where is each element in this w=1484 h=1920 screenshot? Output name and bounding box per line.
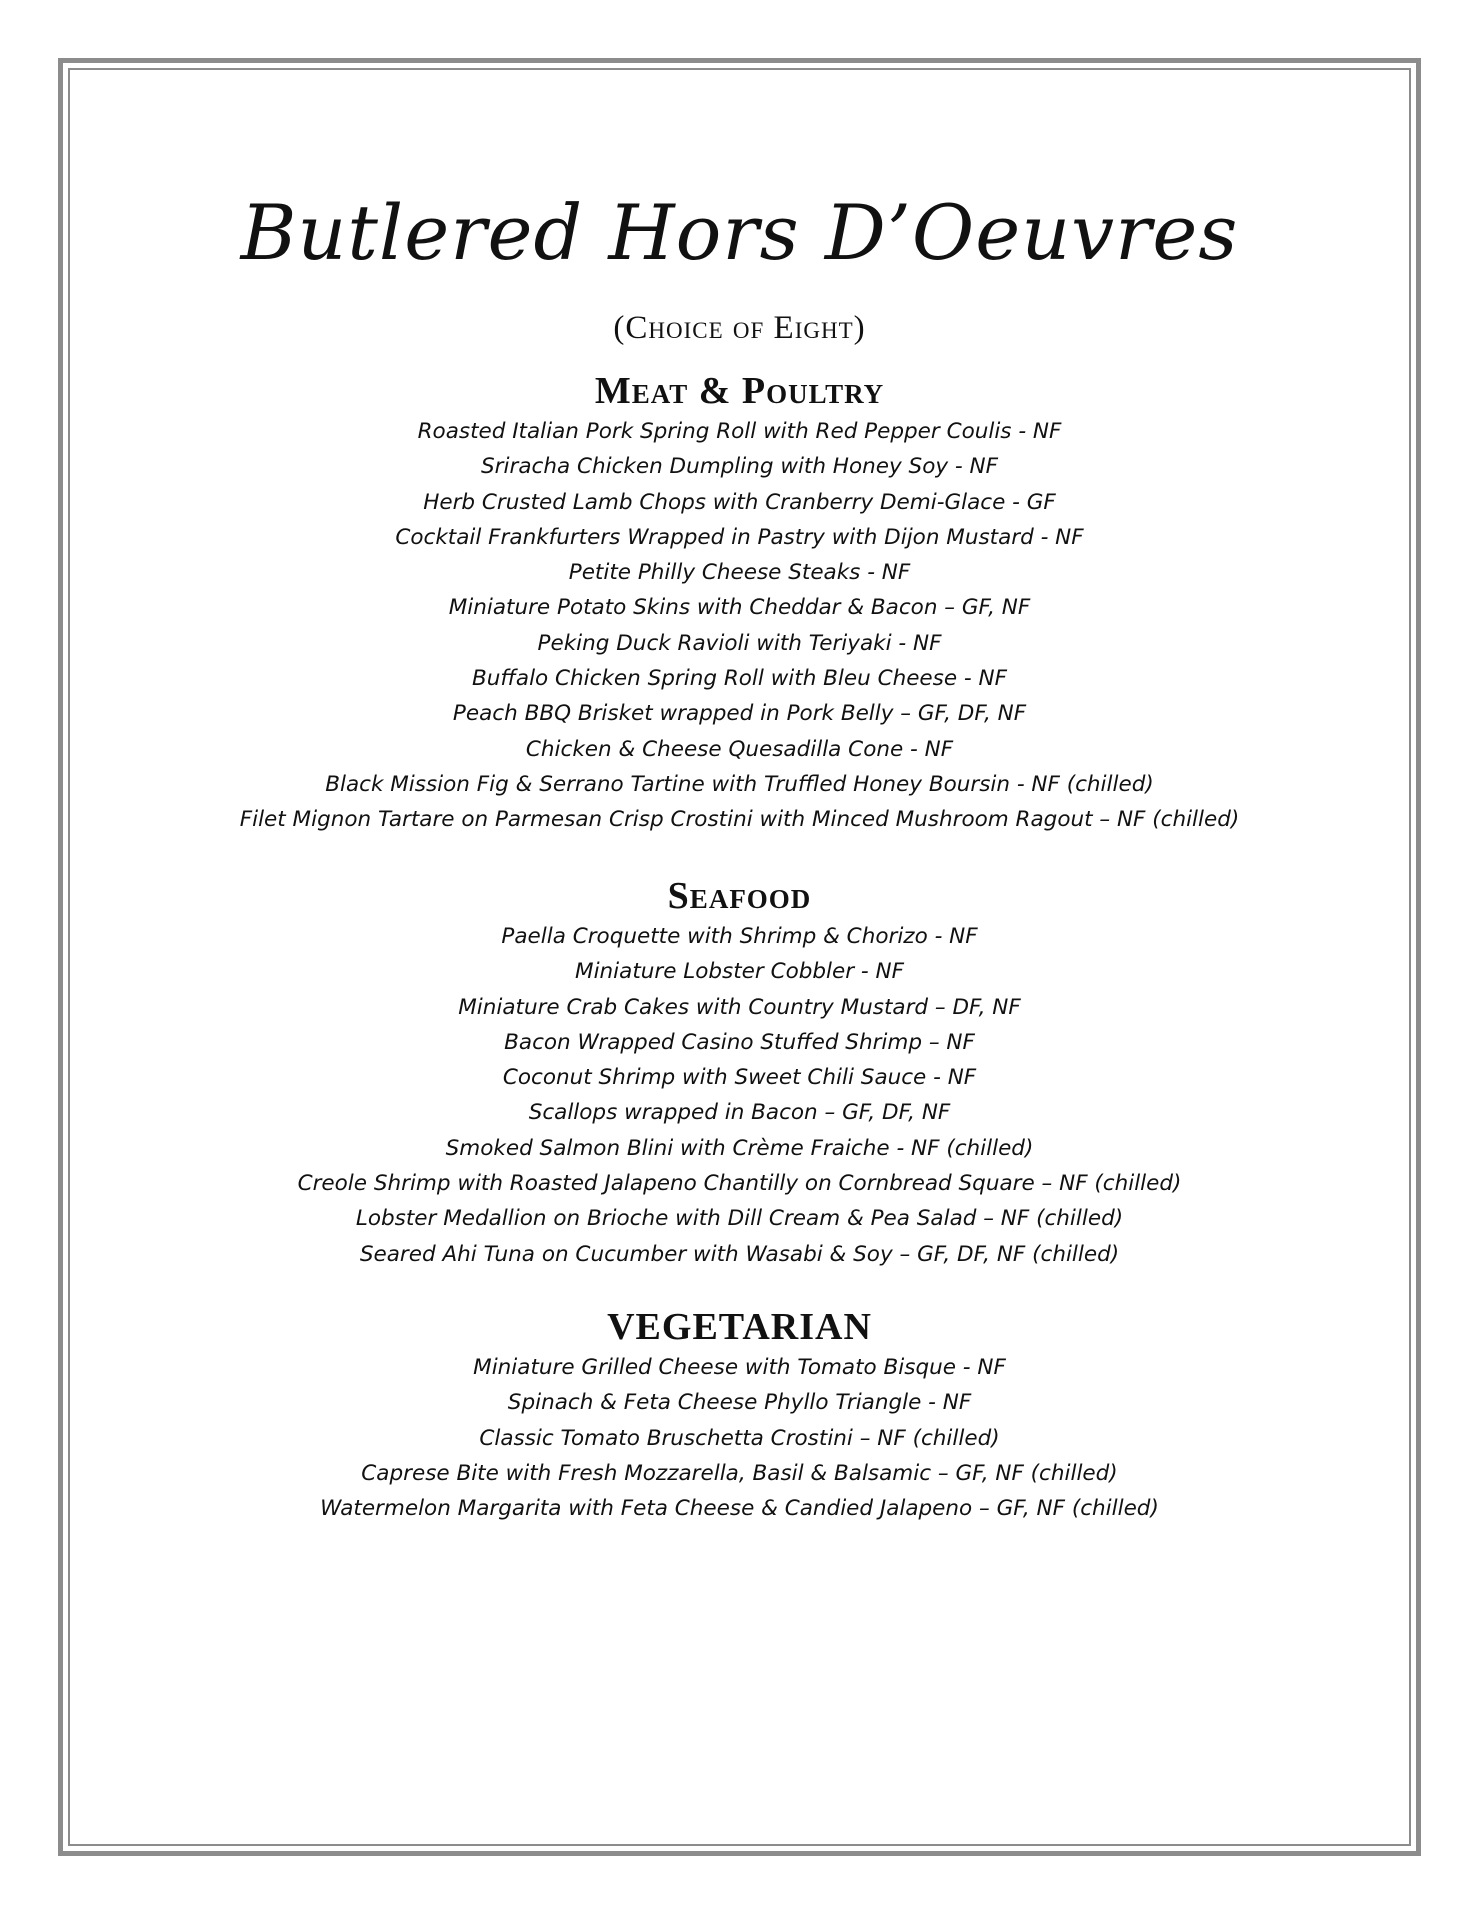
menu-item: Black Mission Fig & Serrano Tartine with Truffled Honey Boursin - NF (chilled) <box>325 771 1154 797</box>
menu-item: Herb Crusted Lamb Chops with Cranberry Demi-Glace - GF <box>423 489 1056 515</box>
section-vegetarian <box>70 1306 1409 1526</box>
menu-item: Cocktail Frankfurters Wrapped in Pastry with Dijon Mustard - NF <box>395 524 1084 550</box>
menu-item: Creole Shrimp with Roasted Jalapeno Chantilly on Cornbread Square – NF (chilled) <box>297 1171 1182 1197</box>
menu-item: Caprese Bite with Fresh Mozzarella, Basil & Balsamic – GF, NF (chilled) <box>361 1460 1118 1486</box>
menu-item: Spinach & Feta Cheese Phyllo Triangle - NF <box>507 1390 972 1416</box>
menu-item: Miniature Lobster Cobbler - NF <box>575 959 904 985</box>
menu-item: Classic Tomato Bruschetta Crostini – NF (chilled) <box>479 1425 1000 1451</box>
menu-item: Smoked Salmon Blini with Crème Fraiche - NF (chilled) <box>445 1135 1034 1161</box>
menu-item: Buffalo Chicken Spring Roll with Bleu Cheese - NF <box>472 666 1007 692</box>
menu-item: Roasted Italian Pork Spring Roll with Red Pepper Coulis - NF <box>417 419 1062 444</box>
menu-item: Chicken & Cheese Quesadilla Cone - NF <box>525 736 954 762</box>
section-heading: Meat & Poultry <box>594 370 885 412</box>
menu-item: Peach BBQ Brisket wrapped in Pork Belly – GF, DF, NF <box>452 701 1027 727</box>
menu-item: Filet Mignon Tartare on Parmesan Crisp Crostini with Minced Mushroom Ragout – NF (chilled) <box>239 807 1240 833</box>
menu-item: Peking Duck Ravioli with Teriyaki - NF <box>537 630 942 656</box>
menu-item: Seared Ahi Tuna on Cucumber with Wasabi & Soy – GF, DF, NF (chilled) <box>359 1241 1120 1267</box>
menu-title: Butlered Hors D’Oeuvres <box>240 188 1239 277</box>
menu-item: Scallops wrapped in Bacon – GF, DF, NF <box>528 1100 951 1126</box>
menu-item: Coconut Shrimp with Sweet Chili Sauce - NF <box>502 1065 977 1091</box>
menu-item: Petite Philly Cheese Steaks - NF <box>568 560 911 586</box>
section-meat-poultry <box>70 370 1409 838</box>
section-heading: Seafood <box>667 875 812 917</box>
menu-item: Bacon Wrapped Casino Stuffed Shrimp – NF <box>504 1029 975 1055</box>
menu-page <box>70 70 1409 1844</box>
menu-subtitle: (Choice of Eight) <box>613 310 866 346</box>
section-heading: VEGETARIAN <box>607 1306 872 1348</box>
menu-item: Miniature Crab Cakes with Country Mustard – DF, NF <box>458 994 1021 1020</box>
menu-item: Sriracha Chicken Dumpling with Honey Soy - NF <box>481 454 998 480</box>
menu-item: Lobster Medallion on Brioche with Dill Cream & Pea Salad – NF (chilled) <box>355 1206 1124 1232</box>
section-seafood <box>70 875 1409 1272</box>
menu-item: Watermelon Margarita with Feta Cheese & Candied Jalapeno – GF, NF (chilled) <box>320 1496 1159 1522</box>
menu-item: Miniature Grilled Cheese with Tomato Bisque - NF <box>473 1355 1006 1380</box>
menu-item: Miniature Potato Skins with Cheddar & Bacon – GF, NF <box>448 595 1031 621</box>
menu-item: Paella Croquette with Shrimp & Chorizo - NF <box>501 924 978 949</box>
